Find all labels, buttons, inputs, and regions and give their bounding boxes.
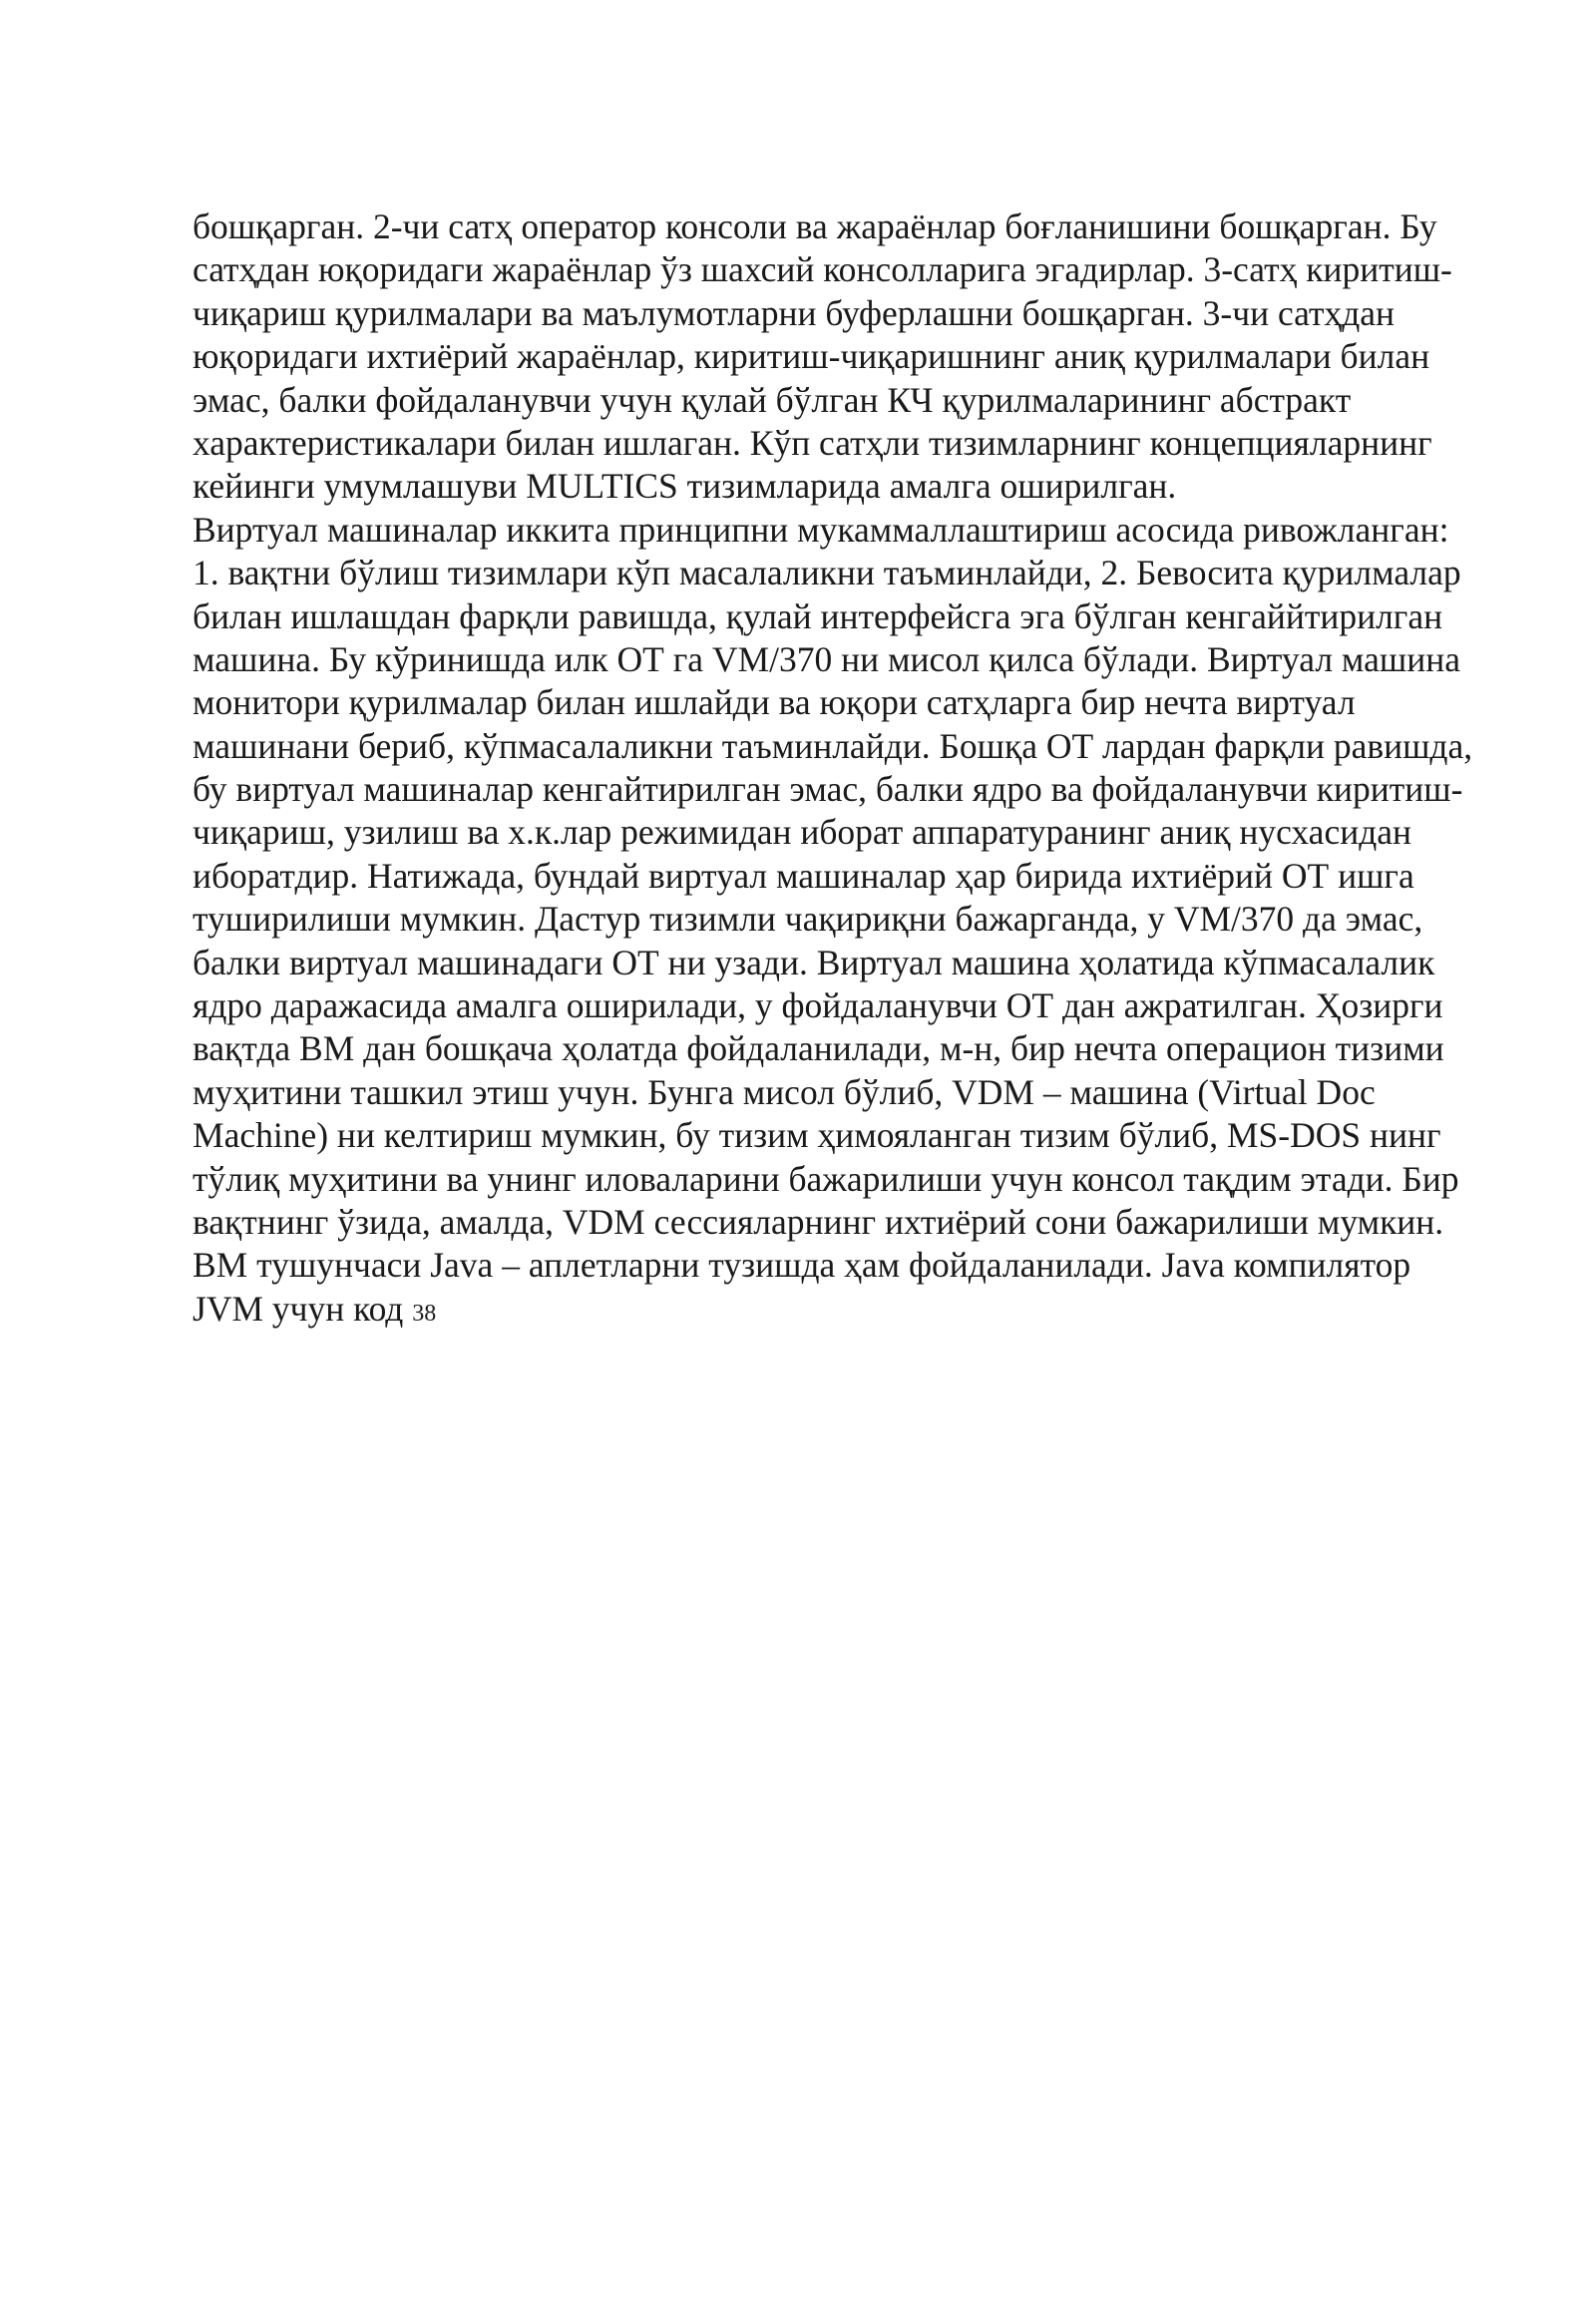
- text-line: сатҳдан юқоридаги жараёнлар ўз шахсий консолларига эгадирлар. 3-сатҳ киритиш-: [193, 249, 1452, 290]
- text-line: бу виртуал машиналар кенгайтирилган эмас, балки ядро ва фойдаланувчи киритиш-: [193, 769, 1463, 810]
- text-line: чиқариш, узилиш ва х.к.лар режимидан иборат аппаратуранинг аниқ нусхасидан: [193, 812, 1412, 853]
- text-line: вақтда ВМ дан бошқача ҳолатда фойдаланилади, м-н, бир нечта операцион тизими: [193, 1028, 1444, 1069]
- text-line: тўлиқ муҳитини ва унинг иловаларини бажарилиши учун консол тақдим этади. Бир: [193, 1158, 1459, 1199]
- text-line-last: [193, 1288, 1549, 1331]
- text-line: Виртуал машиналар иккита принципни мукаммаллаштириш асосида ривожланган:: [193, 509, 1449, 550]
- text-line: ВМ тушунчаси Java – аплетларни тузишда ҳам фойдаланилади. Java компилятор: [193, 1245, 1411, 1286]
- text-line: бошқарган. 2-чи сатҳ оператор консоли ва жараёнлар боғланишини бошқарган. Бу: [193, 206, 1437, 246]
- text-line: характеристикалари билан ишлаган. Кўп сатҳли тизимларнинг концепцияларнинг: [193, 422, 1432, 463]
- text-line: балки виртуал машинадаги ОТ ни узади. Виртуал машина ҳолатида кўпмасалалик: [193, 942, 1435, 982]
- text-line: вақтнинг ўзида, амалда, VDM сессияларнинг ихтиёрий сони бажарилиши мумкин.: [193, 1201, 1444, 1242]
- text-line: кейинги умумлашуви MULTICS тизимларида амалга оширилган.: [193, 466, 1177, 507]
- text-line: машина. Бу кўринишда илк ОТ га VM/370 ни мисол қилса бўлади. Виртуал машина: [193, 638, 1460, 679]
- text-line: 1. вақтни бўлиш тизимлари кўп масалаликни таъминлайди, 2. Бевосита қурилмалар: [193, 553, 1461, 593]
- text-line: туширилиши мумкин. Дастур тизимли чақириқни бажарганда, у VM/370 да эмас,: [193, 899, 1423, 940]
- text-line: Machine) ни келтириш мумкин, бу тизим ҳимояланган тизим бўлиб, MS-DOS нинг: [193, 1115, 1441, 1156]
- text-line: иборатдир. Натижада, бундай виртуал машиналар ҳар бирида ихтиёрий ОТ ишга: [193, 855, 1414, 896]
- text-line: билан ишлашдан фарқли равишда, қулай интерфейсга эга бўлган кенгаййтирилган: [193, 595, 1443, 636]
- text-line: монитори қурилмалар билан ишлайди ва юқори сатҳларга бир нечта виртуал: [193, 682, 1356, 723]
- text-line: чиқариш қурилмалари ва маълумотларни буферлашни бошқарган. 3-чи сатҳдан: [193, 292, 1396, 333]
- text-line: ядро даражасида амалга оширилади, у фойдаланувчи ОТ дан ажратилган. Ҳозирги: [193, 985, 1443, 1026]
- last-line-text: JVM учун код: [193, 1288, 404, 1329]
- text-line: муҳитини ташкил этиш учун. Бунга мисол бўлиб, VDM – машина (Virtual Doc: [193, 1071, 1376, 1112]
- text-line: юқоридаги ихтиёрий жараёнлар, киритиш-чиқаришнинг аниқ қурилмалари билан: [193, 336, 1430, 377]
- text-line: эмас, балки фойдаланувчи учун қулай бўлган КЧ қурилмаларининг абстракт: [193, 379, 1352, 420]
- body-text: [193, 205, 1549, 1331]
- text-line: машинани бериб, кўпмасалаликни таъминлайди. Бошқа ОТ лардан фарқли равишда,: [193, 725, 1473, 766]
- page-number: 38: [412, 1300, 437, 1327]
